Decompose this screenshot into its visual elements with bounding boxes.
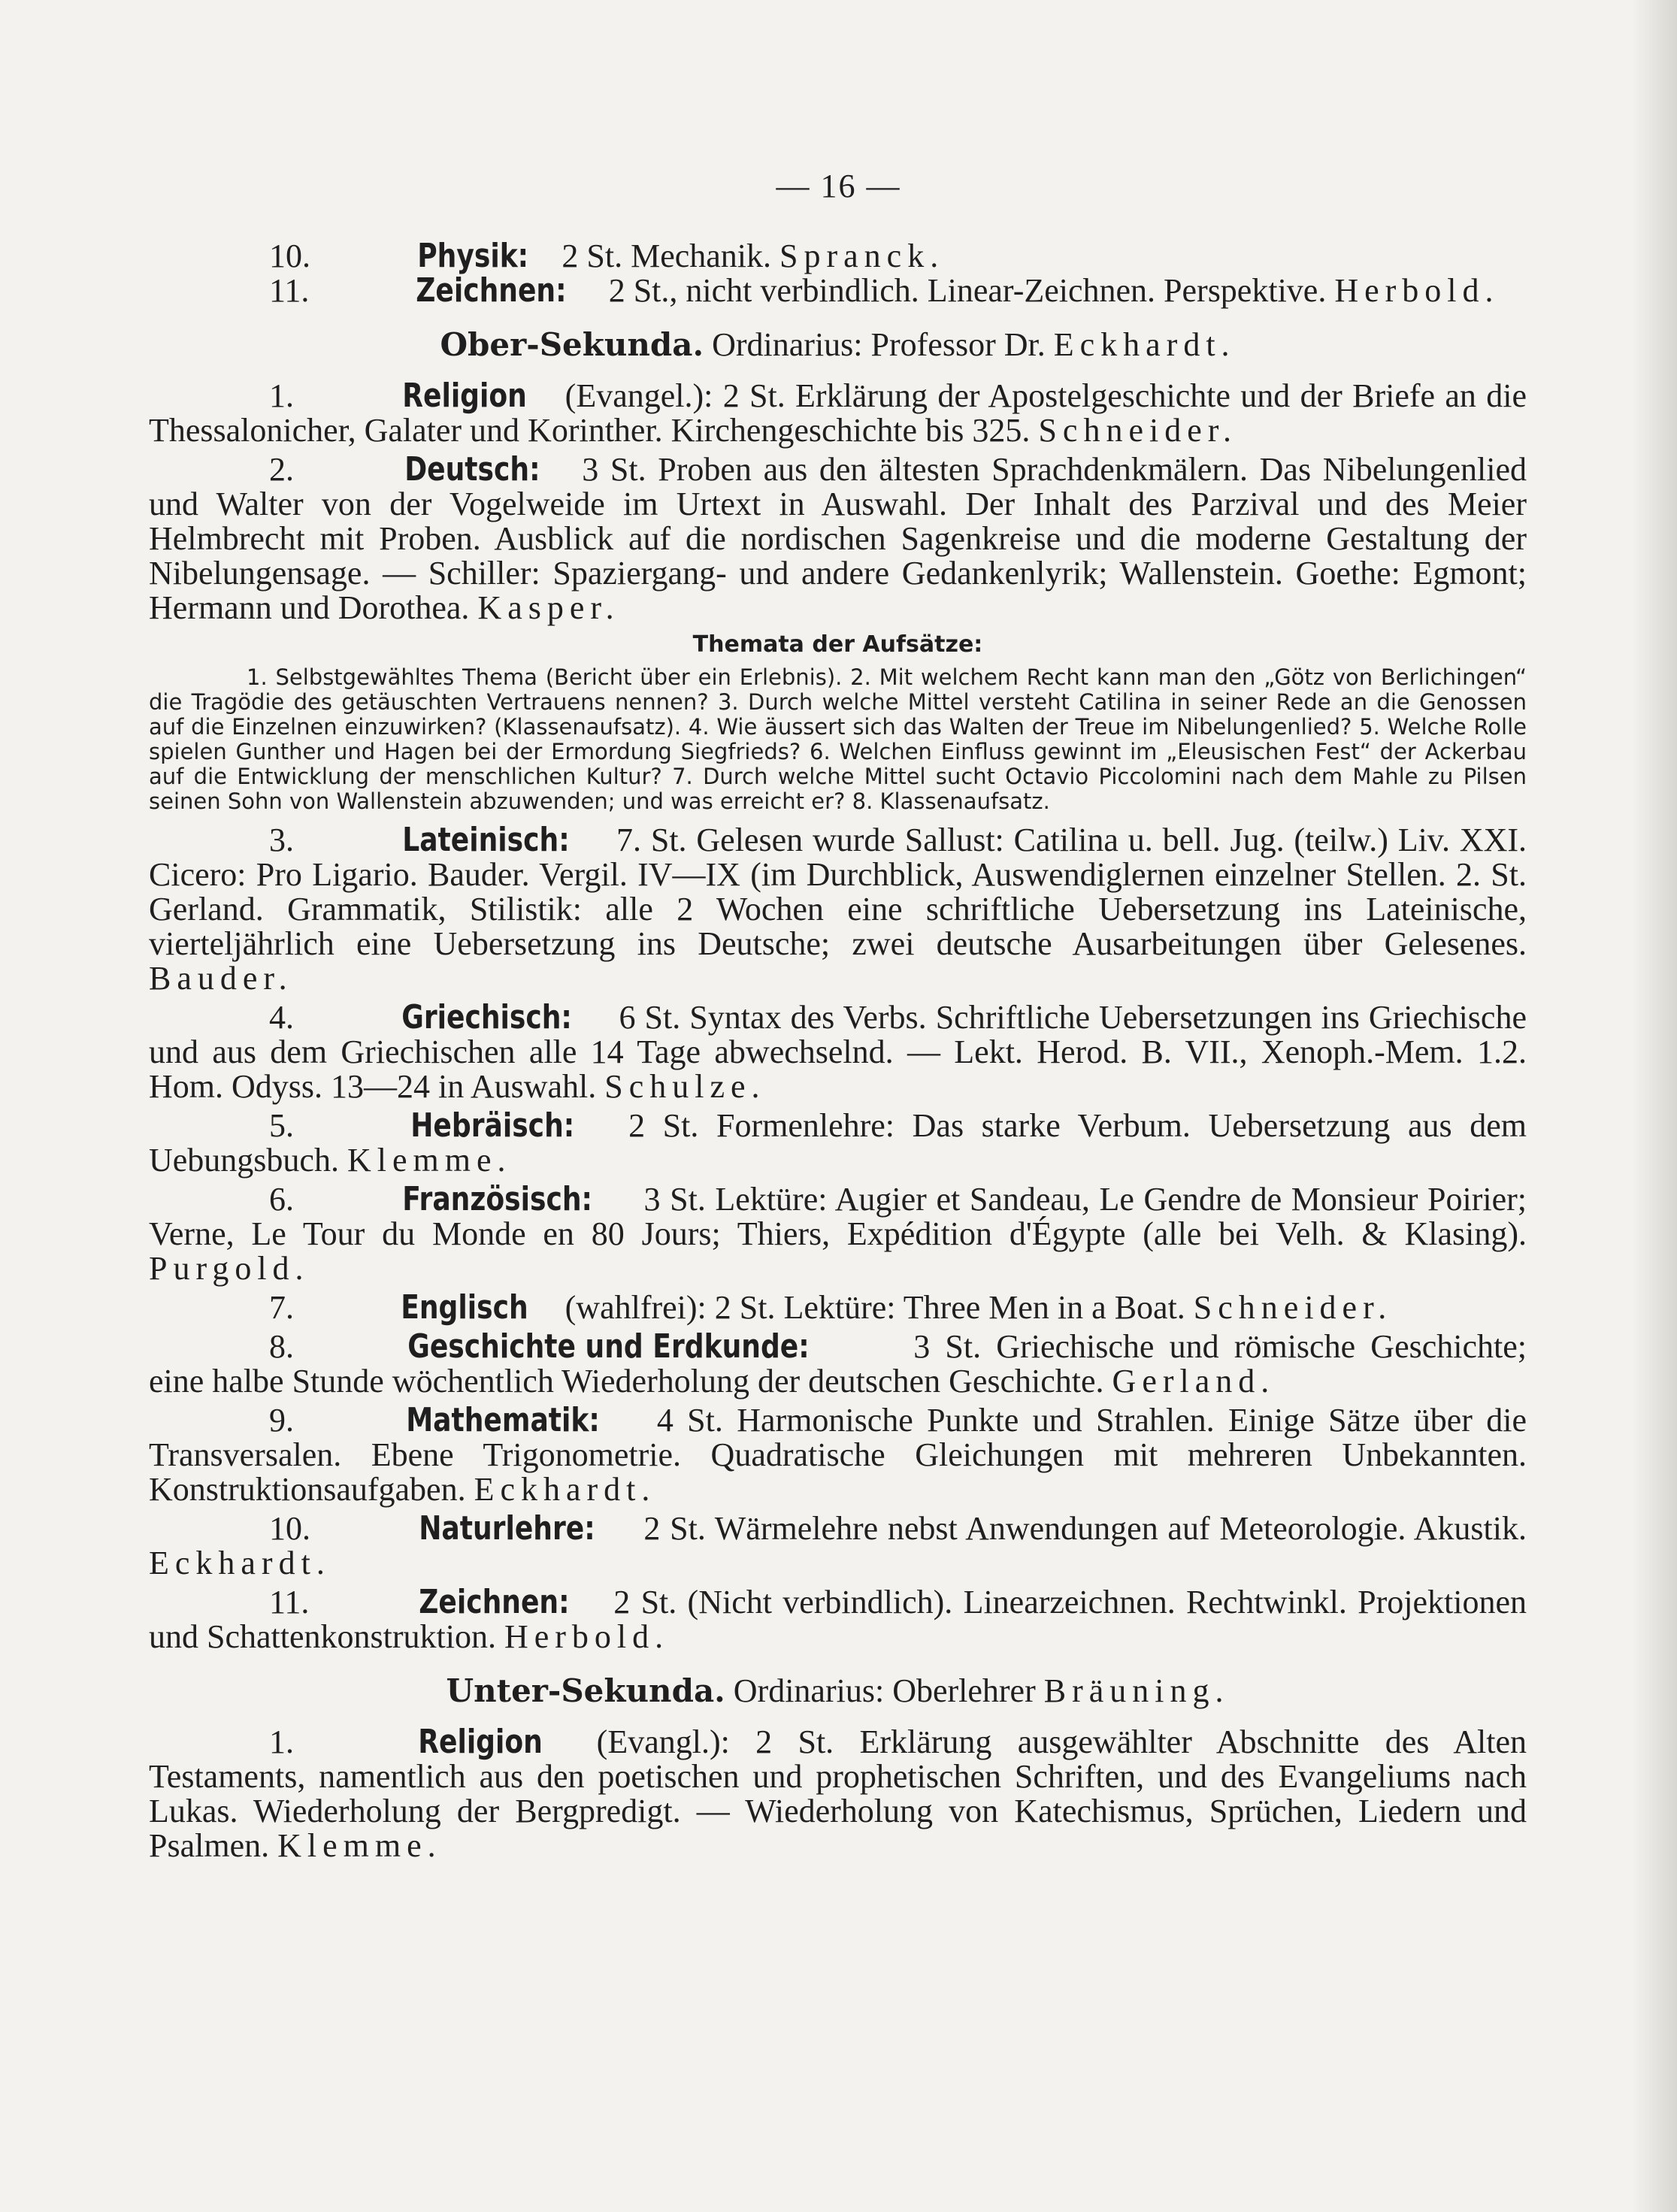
subject-label: Deutsch: bbox=[404, 450, 540, 489]
subject-label: Naturlehre: bbox=[418, 1509, 595, 1548]
list-item bbox=[149, 1182, 1527, 1286]
item-text: (wahlfrei): 2 St. Lektüre: Three Men in a Boat. bbox=[556, 1289, 1185, 1326]
item-number: 1. bbox=[269, 377, 294, 414]
item-text: 3 St. Proben aus den ältesten Sprachdenkmälern. Das Nibelungenlied und Walter von der Vogelweide im Urtext in Auswahl. Der Inhalt des Parzival und des Meier Helmbrecht mit Proben. Ausblick auf die nordischen Sagenkreise und die moderne Gestaltung der Nibelungensage. — Schiller: Spaziergang- und andere Gedankenlyrik; Wallenstein. Goethe: Egmont; Hermann und Dorothea. bbox=[149, 451, 1527, 626]
subject-label: Französisch: bbox=[401, 1180, 592, 1218]
teacher-name: Spranck. bbox=[779, 238, 945, 274]
item-number: 10. bbox=[269, 238, 310, 274]
list-item bbox=[149, 823, 1527, 996]
subject-label: Englisch bbox=[401, 1288, 528, 1327]
subject-label: Zeichnen: bbox=[418, 1583, 570, 1621]
list-item bbox=[149, 239, 1527, 274]
subject-label: Religion bbox=[418, 1723, 543, 1761]
class-name: Ober-Sekunda. bbox=[440, 326, 704, 363]
list-item bbox=[149, 1585, 1527, 1654]
list-item bbox=[149, 379, 1527, 448]
item-text: 4 St. Harmonische Punkte und Strahlen. Einige Sätze über die Transversalen. Ebene Trigonometrie. Quadratische Gleichungen mit mehreren Unbekannten. Konstruktionsaufgaben. bbox=[149, 1402, 1527, 1508]
item-text: 6 St. Syntax des Verbs. Schriftliche Uebersetzungen ins Griechische und aus dem Griechischen alle 14 Tage abwechselnd. — Lekt. Herod. B. VII., Xenoph.-Mem. 1.2. Hom. Odyss. 13—24 in Auswahl. bbox=[149, 999, 1527, 1105]
item-text: (Evangel.): 2 St. Erklärung der Apostelgeschichte und der Briefe an die Thessalonicher, Galater und Korinther. Kirchengeschichte bis 325. bbox=[149, 377, 1527, 449]
item-number: 9. bbox=[269, 1402, 294, 1439]
teacher-name: Herbold. bbox=[1334, 272, 1500, 309]
ordinarius-label: Ordinarius: Professor Dr. bbox=[712, 326, 1046, 363]
item-text: 2 St. Mechanik. bbox=[553, 238, 772, 274]
item-number: 5. bbox=[269, 1107, 294, 1144]
item-text: 7. St. Gelesen wurde Sallust: Catilina u. bell. Jug. (teilw.) Liv. XXI. Cicero: Pro Ligario. Bauder. Vergil. IV—IX (im Durchblick, Auswendiglernen einzelner Stellen. 2. St. Gerland. Grammatik, Stilistik: alle 2 Wochen eine schriftliche Uebersetzung ins Lateinische, vierteljährlich eine Uebersetzung ins Deutsche; zwei deutsche Ausarbeitungen über Gelesenes. bbox=[149, 822, 1527, 962]
class-heading bbox=[149, 328, 1527, 362]
list-item bbox=[149, 271, 1527, 310]
item-number: 2. bbox=[269, 451, 294, 488]
list-item bbox=[149, 1725, 1527, 1863]
item-text: 2 St. Wärmelehre nebst Anwendungen auf Meteorologie. Akustik. bbox=[634, 1510, 1527, 1547]
ordinarius-label: Ordinarius: Oberlehrer bbox=[733, 1672, 1036, 1709]
teacher-name: Schneider. bbox=[1038, 412, 1237, 449]
list-item bbox=[149, 1403, 1527, 1507]
list-item bbox=[149, 1327, 1527, 1400]
list-item bbox=[149, 452, 1527, 625]
item-text: 2 St., nicht verbindlich. Linear-Zeichnen. Perspektive. bbox=[600, 272, 1327, 309]
subject-label: Geschichte und Erdkunde: bbox=[407, 1327, 810, 1366]
page-content bbox=[149, 239, 1527, 1868]
item-number: 8. bbox=[269, 1328, 294, 1365]
list-item bbox=[149, 1106, 1527, 1179]
themata-text: 1. Selbstgewähltes Thema (Bericht über ein Erlebnis). 2. Mit welchem Recht kann man den „Götz von Berlichingen“ die Tragödie des getäuschten Vertrauens nennen? 3. Durch welche Mittel versteht Catilina in seiner Rede an die Genossen auf die Einzelnen einzuwirken? (Klassenaufsatz). 4. Wie äussert sich das Walten der Treue im Nibelungenlied? 5. Welche Rolle spielen Gunther und Hagen bei der Ermordung Siegfrieds? 6. Welchen Einfluss gewinnt im „Eleusischen Fest“ der Ackerbau auf die Entwicklung der menschlichen Kultur? 7. Durch welche Mittel sucht Octavio Piccolomini nach dem Mahle zu Pilsen seinen Sohn von Wallenstein abzuwenden; und was erreicht er? 8. Klassenaufsatz. bbox=[149, 664, 1527, 814]
teacher-name: Klemme. bbox=[277, 1827, 442, 1864]
list-item bbox=[149, 1288, 1527, 1327]
item-number: 10. bbox=[269, 1510, 310, 1547]
page-edge-shadow bbox=[1632, 0, 1677, 2212]
item-text: 2 St. (Nicht verbindlich). Linearzeichnen. Rechtwinkl. Projektionen und Schattenkonstruktion. bbox=[149, 1584, 1527, 1655]
item-number: 7. bbox=[269, 1289, 294, 1326]
item-text: (Evangl.): 2 St. Erklärung ausgewählter Abschnitte des Alten Testaments, namentlich aus den poetischen und prophetischen Schriften, und des Evangeliums nach Lukas. Wiederholung der Bergpredigt. — Wiederholung von Katechismus, Sprüchen, Liedern und Psalmen. bbox=[149, 1723, 1527, 1864]
teacher-name: Schneider. bbox=[1193, 1289, 1393, 1326]
list-item bbox=[149, 1000, 1527, 1104]
teacher-name: Purgold. bbox=[149, 1250, 310, 1287]
subject-label: Lateinisch: bbox=[402, 821, 570, 859]
item-number: 4. bbox=[269, 999, 294, 1036]
subject-label: Religion bbox=[402, 377, 528, 415]
item-number: 1. bbox=[269, 1723, 294, 1760]
themata-heading: Themata der Aufsätze: bbox=[692, 631, 983, 658]
subject-label: Griechisch: bbox=[401, 998, 572, 1036]
list-item bbox=[149, 1511, 1527, 1581]
item-text: 2 St. Formenlehre: Das starke Verbum. Uebersetzung aus dem Uebungsbuch. bbox=[149, 1107, 1527, 1179]
item-number: 3. bbox=[269, 822, 294, 858]
teacher-name: Eckhardt. bbox=[474, 1471, 656, 1508]
subject-label: Zeichnen: bbox=[416, 271, 567, 310]
teacher-name: Herbold. bbox=[504, 1618, 670, 1655]
teacher-name: Schulze. bbox=[604, 1068, 766, 1105]
teacher-name: Bauder. bbox=[149, 960, 293, 997]
item-text: 3 St. Lektüre: Augier et Sandeau, Le Gendre de Monsieur Poirier; Verne, Le Tour du Monde en 80 Jours; Thiers, Expédition d'Égypte (alle bei Velh. & Klasing). bbox=[149, 1181, 1527, 1252]
subject-label: Physik: bbox=[417, 237, 529, 275]
item-number: 11. bbox=[269, 1584, 310, 1620]
class-heading bbox=[149, 1674, 1527, 1708]
subject-label: Mathematik: bbox=[406, 1401, 601, 1439]
teacher-name: Eckhardt. bbox=[149, 1545, 331, 1581]
subject-label: Hebräisch: bbox=[410, 1106, 574, 1145]
class-name: Unter-Sekunda. bbox=[446, 1672, 725, 1709]
ordinarius-name: Bräuning. bbox=[1043, 1672, 1230, 1709]
teacher-name: Klemme. bbox=[347, 1142, 512, 1179]
teacher-name: Kasper. bbox=[477, 589, 620, 626]
page-number: — 16 — bbox=[776, 168, 901, 204]
ordinarius-name: Eckhardt. bbox=[1053, 326, 1236, 363]
item-number: 11. bbox=[269, 272, 310, 309]
item-number: 6. bbox=[269, 1181, 294, 1218]
teacher-name: Gerland. bbox=[1112, 1363, 1276, 1400]
item-text: 3 St. Griechische und römische Geschichte; eine halbe Stunde wöchentlich Wiederholung der deutschen Geschichte. bbox=[149, 1328, 1527, 1400]
